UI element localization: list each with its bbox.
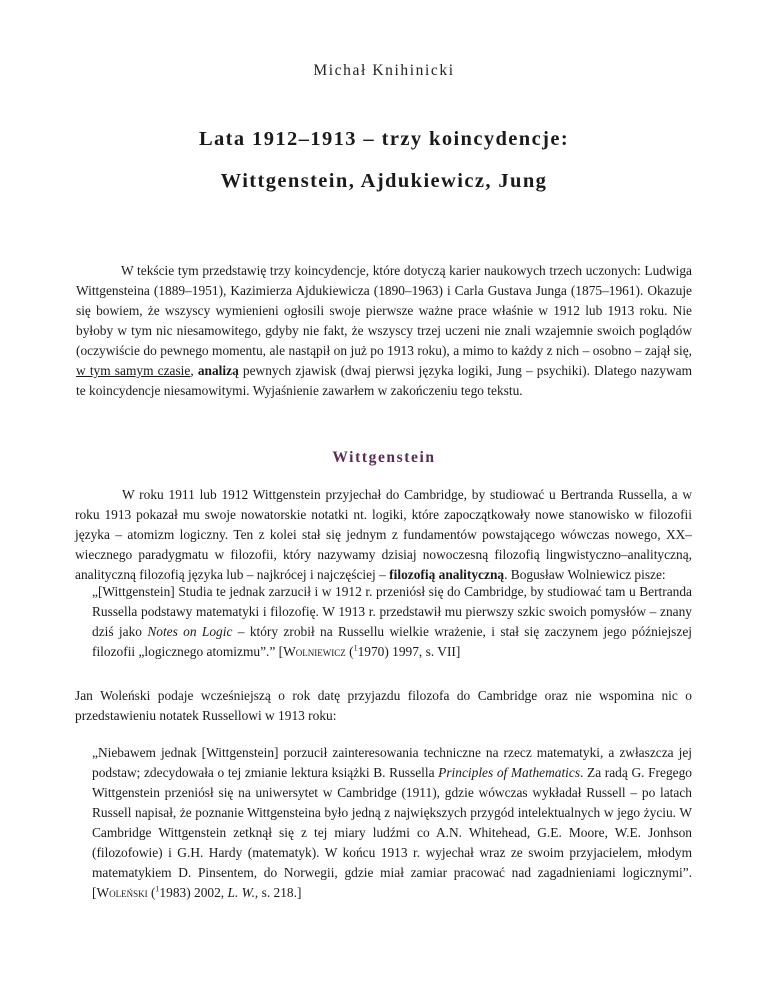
abstract-text-c: pewnych zjawisk (dwaj pierwsi języka logiki, Jung – psychiki). Dlatego nazywam te koincydencje niesamowitymi. Wyjaśnienie zawarłem w zakończeniu tego tekstu. xyxy=(76,363,692,398)
abstract-text-a: W tekście tym przedstawię trzy koincydencje, które dotyczą karier naukowych trzech uczonych: Ludwiga Wittgensteina (1889–1951), Kazimierza Ajdukiewicza (1890–1963) i Carla Gustava Junga (1875–1961). Okazuje się bowiem, że wszyscy wymienieni ogłosili swoje pierwsze ważne prace właśnie w 1912 lub 1913 roku. Nie byłoby w tym nic niesamowitego, gdyby nie fakt, że wszyscy trzej uczeni nie znali wzajemnie swoich poglądów (oczywiście do pewnego momentu, ale nastąpił on już po 1913 roku), a mimo to każdy z nich – osobno – zajął się, xyxy=(76,263,692,358)
author-name: Michał Knihinicki xyxy=(313,62,455,79)
q1-sup: 1 xyxy=(353,643,358,653)
p1-text-a: W roku 1911 lub 1912 Wittgenstein przyjechał do Cambridge, by studiować u Bertranda Russella, a w roku 1913 pokazał mu swoje nowatorskie notatki nt. logiki, które zapoczątkowały nowe stanowisko w filozofii języka – atomizm logiczny. Ten z kolei stał się jednym z fundamentów powstającego wówczas nowego, XX–wiecznego paradygmatu w filozofii, który nazywamy dzisiaj nowoczesną filozofią lingwistyczno–analityczną, analityczną filozofią języka lub – najkrócej i najczęściej – xyxy=(75,487,692,582)
abstract-underlined: w tym samym czasie xyxy=(76,363,191,378)
q2-italic-2: L. W. xyxy=(227,885,255,900)
q2-text-d: 1983) 2002, xyxy=(159,885,228,900)
q2-sup: 1 xyxy=(155,884,160,894)
p1-bold: filozofią analityczną xyxy=(389,567,505,582)
q2-text-b: . Za radą G. Fregego Wittgenstein przeniósł się na uniwersytet w Cambridge (1911), gdzie wówczas wykładał Russell – po latach Russell napisał, że poznanie Wittgensteina było jedną z największych przygód intelektualnych w jego życiu. W Cambridge Wittgenstein zetknął się z tej miary ludźmi co A.N. Whitehead, G.E. Moore, W.E. Jonhson (filozofowie) i G.H. Hardy (matematyk). W końcu 1913 r. wyjechał wraz ze swoim przyjacielem, młodym matematykiem D. Pinsentem, do Norwegii, gdzie miał zamiar pracować nad zagadnieniami logicznymi”. [ xyxy=(92,765,692,900)
q1-text-d: 1970) 1997, s. VII] xyxy=(357,644,461,659)
q1-italic: Notes on Logic xyxy=(147,624,233,639)
q2-author: Woleński xyxy=(96,885,148,900)
q2-text-c: ( xyxy=(147,885,156,900)
title-line-1: Lata 1912–1913 – trzy koincydencje: xyxy=(198,128,570,150)
abstract-text-b: , xyxy=(190,363,198,378)
abstract-bold: analizą xyxy=(197,363,239,378)
block-quote-2 xyxy=(92,743,692,903)
q1-text-a: „[Wittgenstein] Studia te jednak zarzucił i w 1912 r. przeniósł się do Cambridge, by studiować tam u Bertranda Russella podstawy matematyki i filozofię. W 1913 r. przedstawił mu pierwszy szkic swoich pomysłów – znany dziś jako xyxy=(92,584,692,639)
q2-text-e: , s. 218.] xyxy=(254,885,302,900)
q2-text-a: „Niebawem jednak [Wittgenstein] porzucił zainteresowania techniczne na rzecz matematyki, a zwłaszcza jej podstaw; zdecydowała o tej zmianie lektura książki B. Russella xyxy=(92,745,692,780)
q1-text-c: ( xyxy=(345,644,354,659)
p1-text-b: . Bogusław Wolniewicz pisze: xyxy=(504,567,666,582)
block-quote-1 xyxy=(92,582,692,662)
section-heading: Wittgenstein xyxy=(332,449,436,466)
abstract-paragraph xyxy=(76,261,692,401)
title-line-2: Wittgenstein, Ajdukiewicz, Jung xyxy=(220,170,548,192)
q1-text-b: – który zrobił na Russellu wielkie wrażenie, i stał się zaczynem jego późniejszej filozofii „logicznego atomizmu”.” [ xyxy=(92,624,692,659)
body-paragraph-2: Jan Woleński podaje wcześniejszą o rok datę przyjazdu filozofa do Cambridge oraz nie wspomina nic o przedstawieniu notatek Russellowi w 1913 roku: xyxy=(75,688,692,723)
q1-author: Wolniewicz xyxy=(283,644,346,659)
q2-italic-1: Principles of Mathematics xyxy=(438,765,581,780)
body-paragraph-1 xyxy=(75,485,692,585)
